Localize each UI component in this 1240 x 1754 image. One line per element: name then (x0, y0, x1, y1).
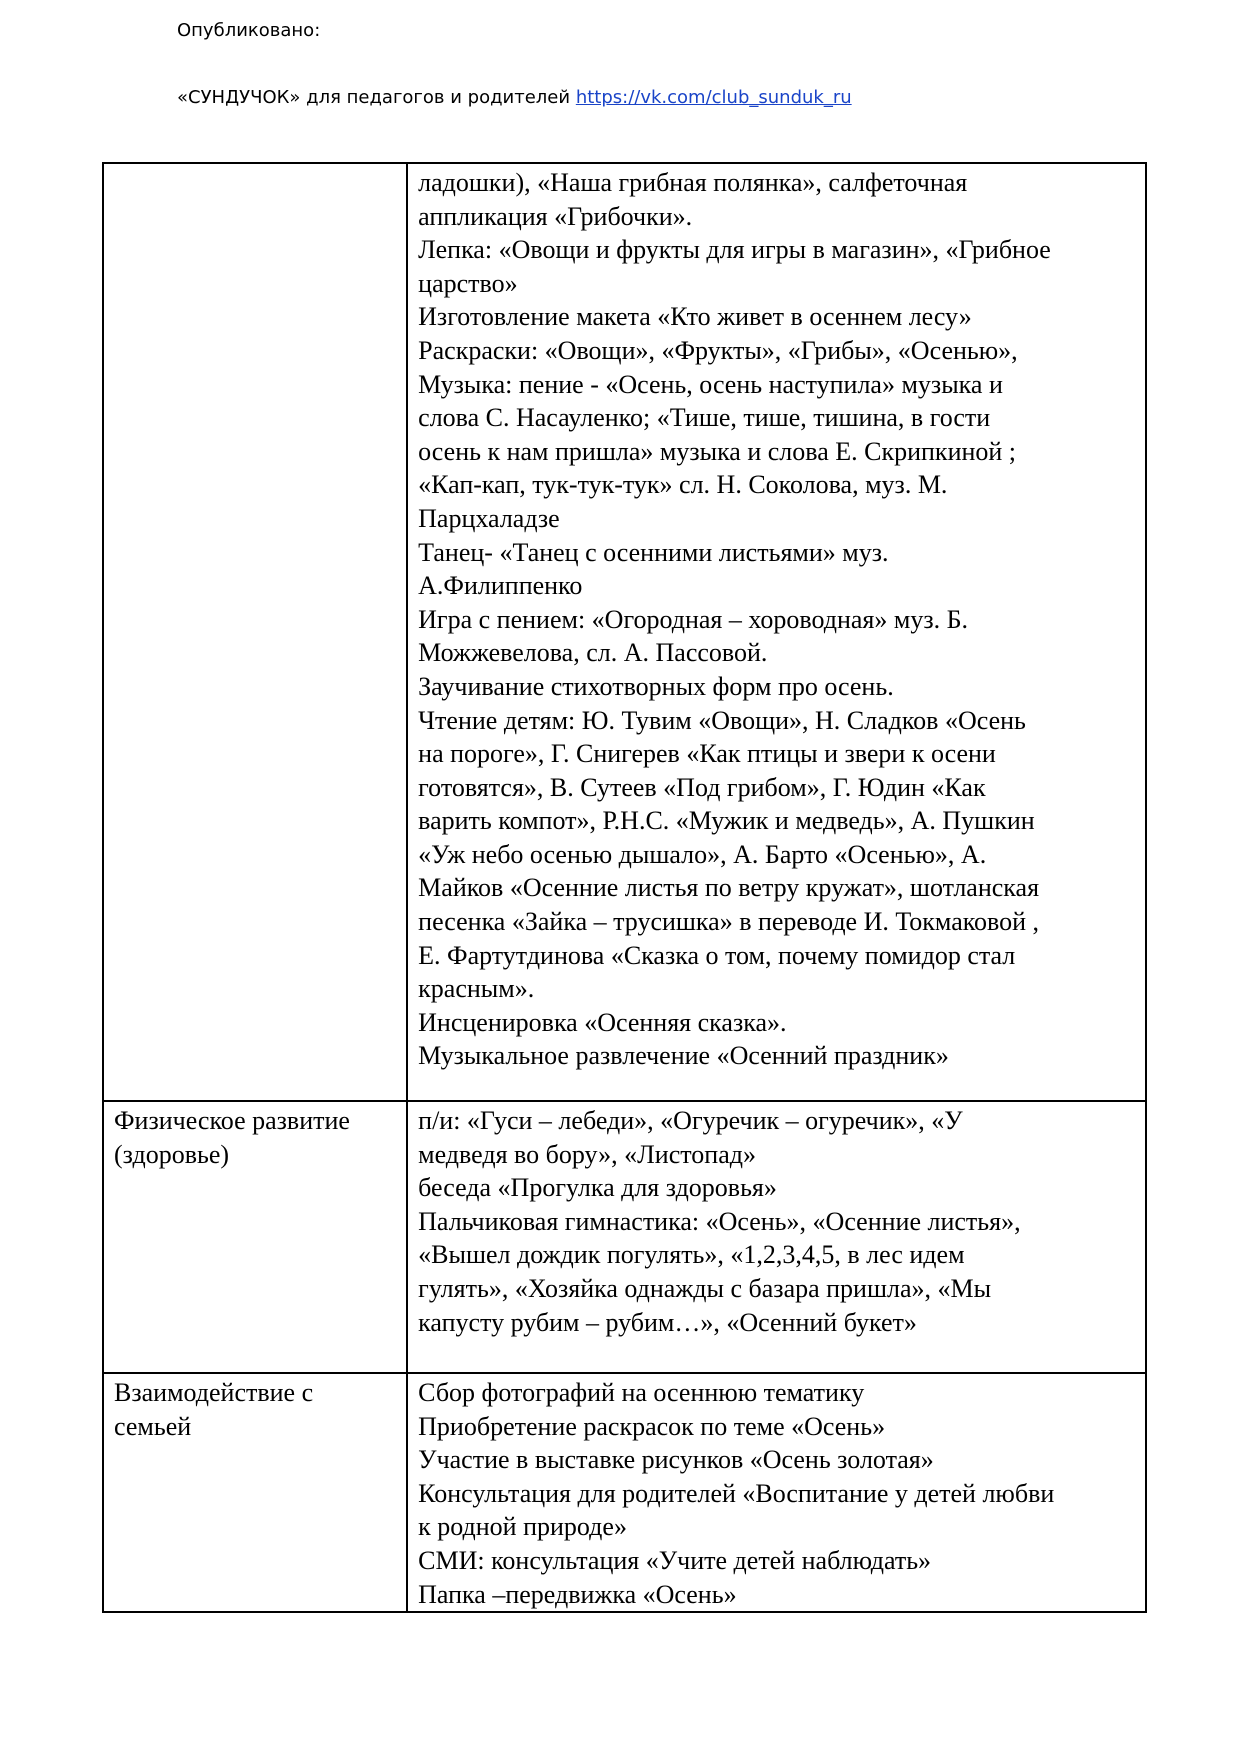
activity-line: Приобретение раскрасок по теме «Осень» (418, 1411, 886, 1441)
activity-line: капусту рубим – рубим…», «Осенний букет» (418, 1307, 917, 1337)
activity-line: Танец- «Танец с осенними листьями» муз. (418, 537, 889, 567)
activity-line: беседа «Прогулка для здоровья» (418, 1173, 777, 1203)
activity-line: «Вышел дождик погулять», «1,2,3,4,5, в лес идем (418, 1240, 965, 1270)
activity-line: Папка –передвижка «Осень» (418, 1579, 737, 1609)
area-label-line: Физическое развитие (114, 1106, 350, 1135)
activity-line: слова С. Насауленко; «Тише, тише, тишина, в гости (418, 403, 991, 433)
table-row (103, 1101, 1146, 1373)
activities-cell (407, 1101, 1146, 1373)
activity-line: Изготовление макета «Кто живет в осеннем лесу» (418, 302, 972, 332)
activity-line: Чтение детям: Ю. Тувим «Овощи», Н. Сладков «Осень (418, 705, 1026, 735)
activity-line: медведя во бору», «Листопад» (418, 1139, 756, 1169)
activity-line: Инсценировка «Осенняя сказка». (418, 1007, 787, 1037)
activity-line: красным». (418, 974, 535, 1004)
area-cell (103, 1101, 407, 1373)
activity-line: Участие в выставке рисунков «Осень золотая» (418, 1445, 934, 1475)
activity-line: готовятся», В. Сутеев «Под грибом», Г. Юдин «Как (418, 772, 986, 802)
activity-line: Можжевелова, сл. А. Пассовой. (418, 638, 768, 668)
activity-line: Заучивание стихотворных форм про осень. (418, 671, 894, 701)
activity-line: СМИ: консультация «Учите детей наблюдать» (418, 1545, 932, 1575)
activity-line: Пальчиковая гимнастика: «Осень», «Осенние листья», (418, 1206, 1021, 1236)
area-cell (103, 163, 407, 1101)
activities-table (102, 162, 1147, 1613)
activity-line: Игра с пением: «Огородная – хороводная» муз. Б. (418, 604, 969, 634)
source-prefix: «СУНДУЧОК» для педагогов и родителей (177, 87, 571, 108)
area-label-line: (здоровье) (114, 1139, 230, 1169)
activity-line: осень к нам пришла» музыка и слова Е. Скрипкиной ; (418, 436, 1017, 466)
area-cell (103, 1373, 407, 1612)
activities-cell (407, 1373, 1146, 1612)
activity-line: «Кап-кап, тук-тук-тук» сл. Н. Соколова, муз. М. (418, 470, 948, 500)
source-line (177, 81, 852, 114)
activity-line: на пороге», Г. Снигерев «Как птицы и звери к осени (418, 739, 996, 769)
activity-line: песенка «Зайка – трусишка» в переводе И. Токмаковой , (418, 907, 1040, 937)
activities-cell (407, 163, 1146, 1101)
activity-line: Музыка: пение - «Осень, осень наступила» музыка и (418, 369, 1003, 399)
activity-line: Майков «Осенние листья по ветру кружат», шотланская (418, 873, 1040, 903)
published-label: Опубликовано: (177, 20, 321, 41)
activity-line: Музыкальное развлечение «Осенний праздник» (418, 1041, 949, 1071)
activity-line: А.Филиппенко (418, 571, 583, 601)
activity-line: аппликация «Грибочки». (418, 201, 693, 231)
activity-line: Е. Фартутдинова «Сказка о том, почему помидор стал (418, 940, 1016, 970)
activity-line: Сбор фотографий на осеннюю тематику (418, 1378, 865, 1407)
table-row (103, 163, 1146, 1101)
activity-line: Парцхаладзе (418, 503, 560, 533)
activity-line: гулять», «Хозяйка однажды с базара пришла», «Мы (418, 1273, 992, 1303)
page-header (177, 14, 852, 114)
activity-line: варить компот», Р.Н.С. «Мужик и медведь», А. Пушкин (418, 806, 1035, 836)
table-row (103, 1373, 1146, 1612)
area-label-line: семьей (114, 1411, 192, 1441)
source-link[interactable]: https://vk.com/club_sunduk_ru (575, 87, 852, 108)
activity-line: к родной природе» (418, 1512, 627, 1542)
activity-line: Консультация для родителей «Воспитание у детей любви (418, 1478, 1055, 1508)
activity-line: п/и: «Гуси – лебеди», «Огуречик – огуречик», «У (418, 1106, 963, 1135)
activity-line: царство» (418, 268, 518, 298)
activity-line: «Уж небо осенью дышало», А. Барто «Осенью», А. (418, 839, 987, 869)
area-label-line: Взаимодействие с (114, 1378, 314, 1407)
activity-line: Лепка: «Овощи и фрукты для игры в магазин», «Грибное (418, 235, 1051, 265)
activity-line: Раскраски: «Овощи», «Фрукты», «Грибы», «Осенью», (418, 335, 1018, 365)
activity-line: ладошки), «Наша грибная полянка», салфеточная (418, 168, 968, 197)
